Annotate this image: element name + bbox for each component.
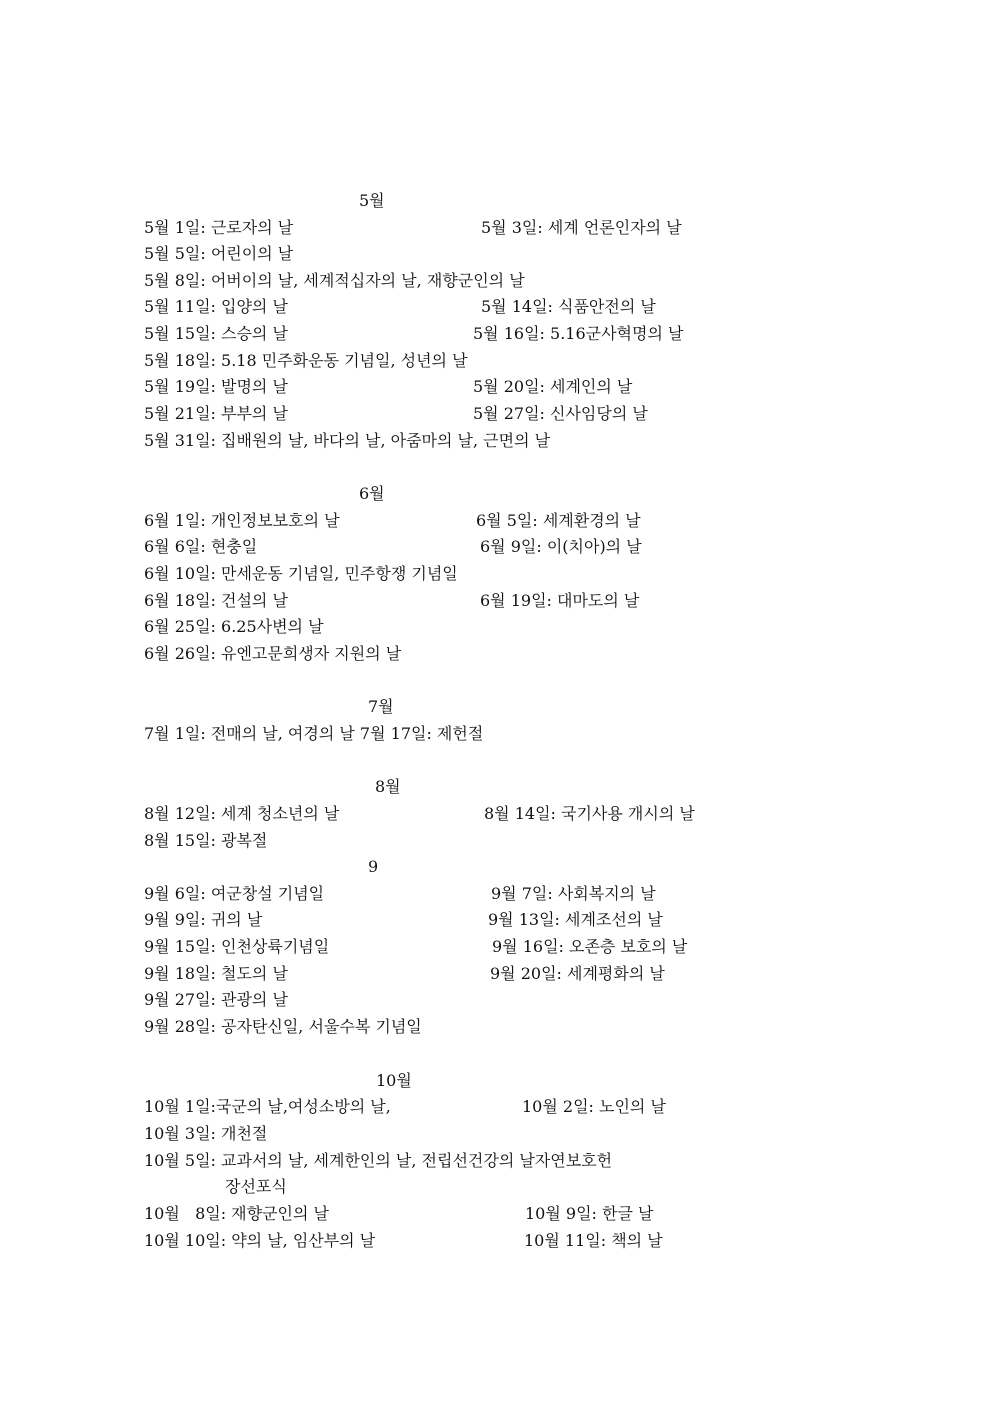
list-item: 10월 5일: 교과서의 날, 세계한인의 날, 전립선건강의 날자연보호헌 <box>144 1151 613 1170</box>
list-item: 5월 1일: 근로자의 날 <box>144 218 294 237</box>
list-item: 6월 19일: 대마도의 날 <box>480 591 640 610</box>
list-item: 6월 5일: 세계환경의 날 <box>476 511 641 530</box>
list-item: 6월 1일: 개인정보보호의 날 <box>144 511 340 530</box>
list-item: 8월 14일: 국기사용 개시의 날 <box>484 804 695 823</box>
list-item: 9월 16일: 오존층 보호의 날 <box>492 937 688 956</box>
list-item: 10월 1일:국군의 날,여성소방의 날, <box>144 1097 391 1116</box>
list-item: 5월 20일: 세계인의 날 <box>473 377 633 396</box>
list-item: 5월 19일: 발명의 날 <box>144 377 288 396</box>
list-item: 6월 25일: 6.25사변의 날 <box>144 617 324 636</box>
list-item: 5월 27일: 신사임당의 날 <box>473 404 648 423</box>
list-item: 6월 18일: 건설의 날 <box>144 591 288 610</box>
list-item: 9월 6일: 여군창설 기념일 <box>144 884 325 903</box>
list-item: 5월 16일: 5.16군사혁명의 날 <box>473 324 684 343</box>
list-item: 5월 18일: 5.18 민주화운동 기념일, 성년의 날 <box>144 351 468 370</box>
list-item: 5월 5일: 어린이의 날 <box>144 244 294 263</box>
list-item: 9월 9일: 귀의 날 <box>144 910 263 929</box>
list-item: 10월 9일: 한글 날 <box>525 1204 654 1223</box>
list-item: 5월 3일: 세계 언론인자의 날 <box>481 218 682 237</box>
list-item: 9월 28일: 공자탄신일, 서울수복 기념일 <box>144 1017 422 1036</box>
list-item: 10월 2일: 노인의 날 <box>522 1097 666 1116</box>
list-item: 9월 7일: 사회복지의 날 <box>491 884 656 903</box>
list-item: 5월 14일: 식품안전의 날 <box>481 297 656 316</box>
list-item: 10월 8일: 재향군인의 날 <box>144 1204 330 1223</box>
list-item: 9월 15일: 인천상륙기념일 <box>144 937 330 956</box>
list-item: 7월 1일: 전매의 날, 여경의 날 7월 17일: 제헌절 <box>144 724 484 743</box>
list-item: 9월 20일: 세계평화의 날 <box>490 964 665 983</box>
section-heading-august: 8월 <box>375 777 401 796</box>
section-heading-september: 9 <box>368 857 379 876</box>
list-item: 9월 27일: 관광의 날 <box>144 990 288 1009</box>
section-heading-may: 5월 <box>359 191 385 210</box>
list-item: 10월 3일: 개천절 <box>144 1124 268 1143</box>
list-item-continuation: 장선포식 <box>225 1177 287 1196</box>
list-item: 6월 9일: 이(치아)의 날 <box>480 537 642 556</box>
list-item: 6월 26일: 유엔고문희생자 지원의 날 <box>144 644 402 663</box>
section-heading-june: 6월 <box>359 484 385 503</box>
list-item: 9월 18일: 철도의 날 <box>144 964 288 983</box>
section-heading-october: 10월 <box>376 1071 412 1090</box>
list-item: 6월 6일: 현충일 <box>144 537 258 556</box>
list-item: 5월 15일: 스승의 날 <box>144 324 288 343</box>
list-item: 8월 12일: 세계 청소년의 날 <box>144 804 340 823</box>
list-item: 9월 13일: 세계조선의 날 <box>488 910 663 929</box>
list-item: 10월 10일: 약의 날, 임산부의 날 <box>144 1231 376 1250</box>
list-item: 5월 21일: 부부의 날 <box>144 404 288 423</box>
section-heading-july: 7월 <box>368 697 394 716</box>
list-item: 5월 31일: 집배원의 날, 바다의 날, 아줌마의 날, 근면의 날 <box>144 431 551 450</box>
list-item: 5월 11일: 입양의 날 <box>144 297 288 316</box>
list-item: 5월 8일: 어버이의 날, 세계적십자의 날, 재향군인의 날 <box>144 271 525 290</box>
list-item: 6월 10일: 만세운동 기념일, 민주항쟁 기념일 <box>144 564 458 583</box>
list-item: 8월 15일: 광복절 <box>144 831 268 850</box>
list-item: 10월 11일: 책의 날 <box>524 1231 663 1250</box>
